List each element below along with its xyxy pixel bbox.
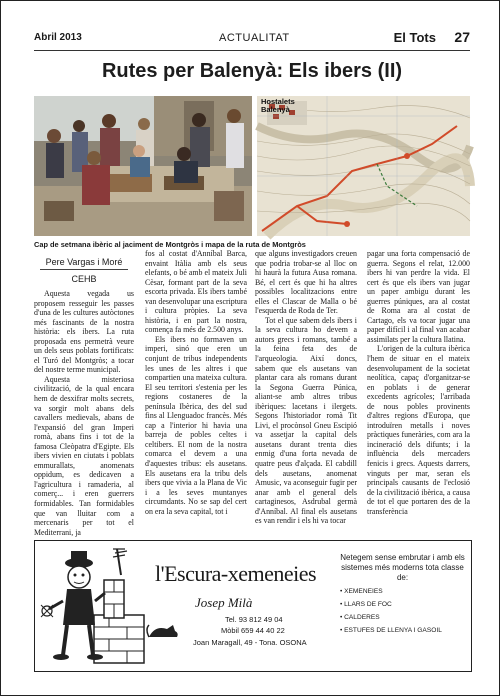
article-column-2 — [145, 249, 247, 521]
article-photo — [34, 96, 252, 236]
service-item: • CALDERES — [340, 613, 465, 623]
page-header — [34, 28, 470, 48]
section-name: ACTUALITAT — [219, 32, 290, 44]
paragraph: Els ibers no formaven un imperi, sinó que eren un conjunt de tribus independents les unes de les altres i que compartien una mateixa cultura. El seu territori s'estenia per les regions costaneres de la península Ibèrica, des del sud fins al Llenguadoc francès. Més cap a l'interior hi havia una barreja de pobles celtes i celtibers. El nom de la nostra comarca el devem a una d'aquestes tribus: els ausetans. Els ausetans era la tribu dels ibers que vivia a la Plana de Vic i a les seves muntanyes circumdants. No se sap del cert on era la seva capital, tot i — [145, 334, 247, 516]
author-name: Pere Vargas i Moré — [45, 257, 123, 267]
services-intro: Netegem sense embrutar i amb els sistemes més moderns tota classe de: — [340, 553, 465, 582]
paragraph: pagar una forta compensació de guerra. Segons el relat, 12.000 ibers hi van perdre la vida. El cert és que els ibers van jugar un paper ambigu durant les guerres púniques, ara al costat de Roma ara al costat de Cartago, els va tocar jugar una paper difícil i al final van acabar assimilats per la cultura llatina. — [367, 249, 470, 344]
phone-number: Tel. 93 812 49 04 — [225, 615, 283, 624]
paragraph: Tot el que sabem dels ibers i la seva cultura ho devem a autors grecs i romans, també a la feina feta des de l'arqueologia. Així doncs, sabem que els ausetans van plantar cara als romans durant la Segona Guerra Púnica, aliant-se amb altres tribus ibèriques: lacetans i ilergets. Segons l'historiador romà Tit Livi, el procònsol Gneu Escipió va assetjar la capital dels ausetans durant trenta dies enmig d'una forta nevada de quatre peus d'alçada. El cabdill dels ausetans, anomenat Amusic, va aconseguir fugir per anar amb el general dels cartaginesos, Asdrubal germà d'Anníbal. Al final els ausetans es van rendir i els hi va tocar — [255, 315, 357, 526]
photo-caption: Cap de setmana ibèric al jaciment de Montgròs i mapa de la ruta de Montgròs — [34, 240, 306, 249]
brand-name: l'Escura-xemeneies — [155, 561, 317, 586]
cat-icon — [145, 619, 185, 641]
paragraph: L'origen de la cultura ibèrica l'hem de situar en el mateix desenvolupament de la societat neolítica, capaç d'organitzar-se en poblats i de generar excedents agrícoles; l'arribada de nous pobles provinents d'altres regions d'Europa, que introduïren metalls i noves pràctiques funeràries, com ara la incineració dels difunts; i la influència dels mercaders fenicis i grecs. Aquests darrers, vinguts per mar, seran els principals causants de l'eclosió de la civilització ibèrica, a causa de tot el que portaren des de la transferència — [367, 344, 470, 516]
chimney-sweep-icon — [39, 545, 149, 667]
byline — [34, 257, 134, 284]
map-place-label: Hostalets Balenyà — [261, 97, 295, 114]
page-number: 27 — [454, 29, 470, 45]
article-column-3 — [255, 249, 357, 526]
paragraph: Aquesta misteriosa civilització, de la qual encara hem de desxifrar molts secrets, va sorgir molt abans dels cavallers medievals, abans de l'expansió del gran Imperi romà, abans fins i tot de la famosa Cleòpatra d'Egipte. Els ibers vivien en ciutats i poblats emmurallats, anomenats oppidum, es dedicaven a l'agricultura i ramaderia, al comerç... i eren guerrers formidables. Tan formidables que van lluitar com a mercenaris per tot el Mediterrani, ja — [34, 374, 134, 537]
header-divider — [34, 50, 470, 51]
services-panel — [340, 553, 465, 636]
service-item: • XEMENEIES — [340, 587, 465, 597]
mobile-number: Mòbil 659 44 40 22 — [221, 626, 285, 635]
route-map-illustration — [257, 96, 470, 236]
route-map — [257, 96, 470, 236]
byline-divider — [40, 269, 128, 270]
issue-date: Abril 2013 — [34, 32, 82, 43]
owner-name: Josep Milà — [195, 595, 253, 610]
paragraph: fos al costat d'Anníbal Barca, envaint Itàlia amb els seus elefants, o bé amb el mateix Juli Cèsar, formant part de la seva escorta privada. Els ibers també van desenvolupar una escriptura i cultura pròpies. La seva història, i en part la nostra, comença fa més de 2.500 anys. — [145, 249, 247, 335]
service-item: • LLARS DE FOC — [340, 600, 465, 610]
paragraph: Aquesta vegada us proposem resseguir les passes d'una de les cultures autòctones més fascinants de la nostra història: els ibers. La ruta proposada ens permetrà veure un dels seus poblats fortificats: el Turó del Montgròs; a tocar del nostre terme municipal. — [34, 289, 134, 375]
business-address: Joan Maragall, 49 - Tona. OSONA — [193, 638, 307, 647]
author-organization: CEHB — [71, 274, 97, 284]
article-column-1 — [34, 289, 134, 537]
service-item: • ESTUFES DE LLENYA I GASOIL — [340, 626, 465, 636]
event-photo-illustration — [34, 96, 252, 236]
article-title: Rutes per Balenyà: Els ibers (II) — [101, 60, 403, 82]
services-list — [340, 587, 465, 636]
article-column-4 — [367, 249, 470, 521]
magazine-name: El Tots — [393, 30, 436, 45]
paragraph: que alguns investigadors creuen que podria trobar-se al lloc on hi haurà la futura Ausa romana. Bé, el cert és que hi ha altres possibles localitzacions entre elles el Clascar de Malla o bé l'esquerda de Roda de Ter. — [255, 249, 357, 316]
advertisement — [34, 540, 472, 672]
